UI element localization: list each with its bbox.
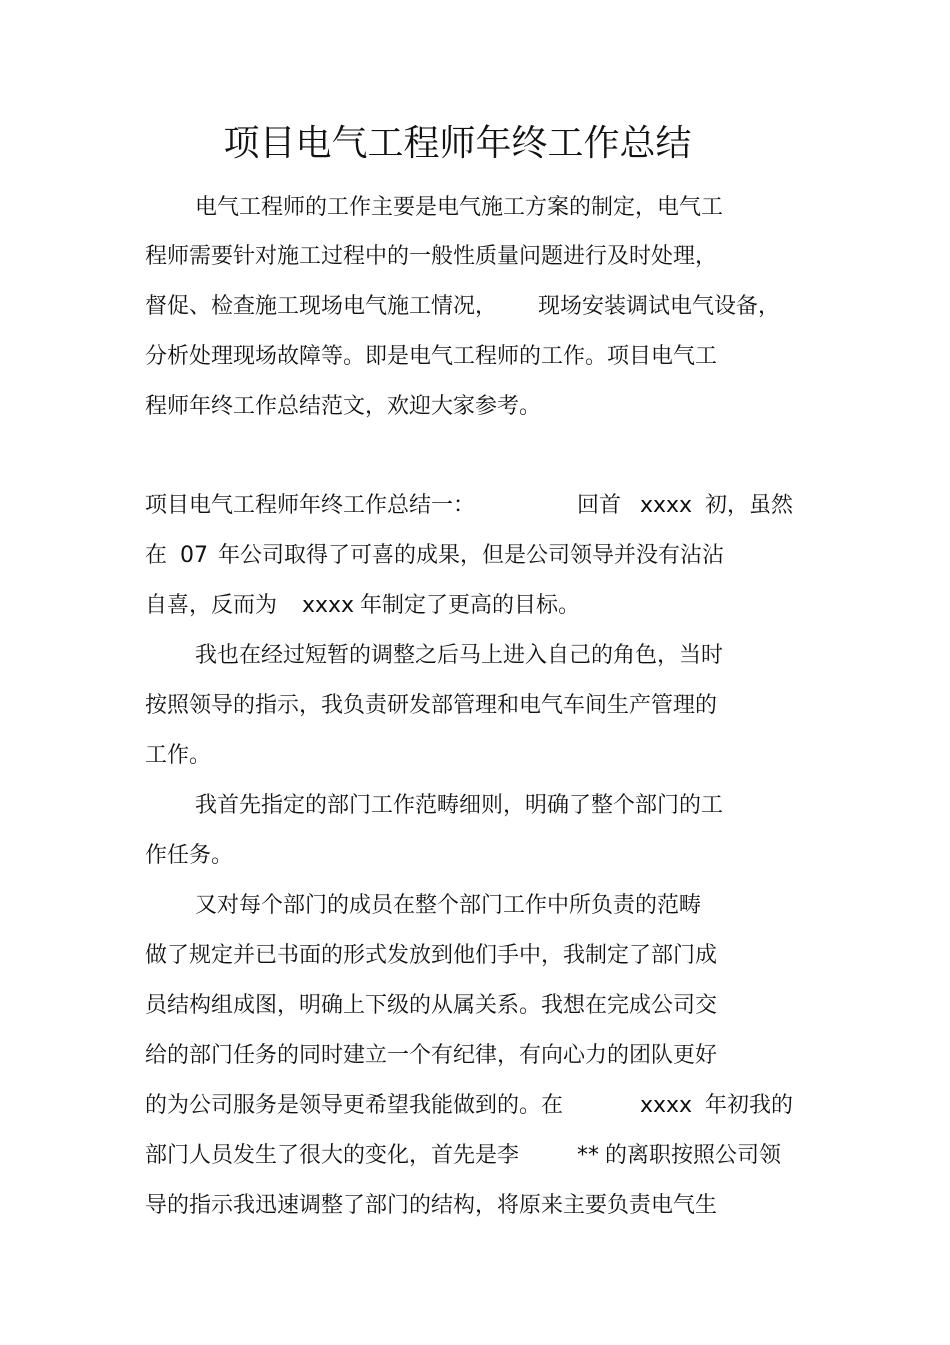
- intro-line-3-b: 现场安装调试电气设备，: [538, 294, 781, 319]
- para4-line-1: 又对每个部门的成员在整个部门工作中所负责的范畴: [195, 893, 702, 918]
- page-title: 项目电气工程师年终工作总结: [223, 123, 692, 164]
- para4-line-6-a: 部门人员发生了很大的变化，首先是李: [145, 1143, 520, 1168]
- para2-line-2: 按照领导的指示，我负责研发部管理和电气车间生产管理的: [145, 693, 718, 718]
- para4-line-5-c: 年初我的: [705, 1093, 794, 1118]
- para2-line-3: 工作。: [145, 743, 212, 768]
- section1-line-2-c: 年公司取得了可喜的成果，但是公司领导并没有沾沾: [218, 543, 725, 568]
- intro-line-2: 程师需要针对施工过程中的一般性质量问题进行及时处理，: [145, 244, 718, 269]
- intro-line-5: 程师年终工作总结范文，欢迎大家参考。: [145, 394, 542, 419]
- section1-line-1-b: 回首: [577, 493, 622, 518]
- para4-line-3: 员结构组成图，明确上下级的从属关系。我想在完成公司交: [145, 993, 718, 1018]
- section1-heading: 项目电气工程师年终工作总结一：: [145, 493, 476, 518]
- para3-line-2: 作任务。: [145, 843, 234, 868]
- intro-line-1: 电气工程师的工作主要是电气施工方案的制定，电气工: [195, 195, 724, 220]
- section1-line-2-b: 07: [180, 543, 208, 568]
- intro-line-4: 分析处理现场故障等。即是电气工程师的工作。项目电气工: [145, 344, 718, 369]
- intro-line-3-a: 督促、检查施工现场电气施工情况，: [145, 294, 498, 319]
- section1-line-3-b: xxxx: [302, 593, 355, 618]
- para4-line-2: 做了规定并已书面的形式发放到他们手中，我制定了部门成: [145, 943, 718, 968]
- section1-line-2: [145, 539, 765, 573]
- para4-line-5-b: xxxx: [640, 1093, 693, 1118]
- para4-line-6: [145, 1139, 805, 1173]
- para4-line-7: 导的指示我迅速调整了部门的结构，将原来主要负责电气生: [145, 1193, 718, 1218]
- section1-line-1-c: xxxx: [640, 493, 693, 518]
- para4-line-6-c: 的离职按照公司领: [605, 1143, 782, 1168]
- para4-line-6-b: **: [577, 1143, 599, 1168]
- para4-line-4: 给的部门任务的同时建立一个有纪律，有向心力的团队更好: [145, 1043, 718, 1068]
- para3-line-1: 我首先指定的部门工作范畴细则，明确了整个部门的工: [195, 793, 724, 818]
- section1-line-2-a: 在: [145, 543, 168, 568]
- section1-line-3-a: 自喜，反而为: [145, 593, 278, 618]
- section1-line-1-d: 初，虽然: [705, 493, 794, 518]
- intro-line-3: [145, 290, 795, 324]
- section1-line-3-c: 年制定了更高的目标。: [360, 593, 581, 618]
- section1-line-3: [145, 589, 605, 623]
- para2-line-1: 我也在经过短暂的调整之后马上进入自己的角色，当时: [195, 643, 724, 668]
- para4-line-5-a: 的为公司服务是领导更希望我能做到的。在: [145, 1093, 564, 1118]
- para4-line-5: [145, 1089, 805, 1123]
- section1-line-1: [145, 489, 805, 523]
